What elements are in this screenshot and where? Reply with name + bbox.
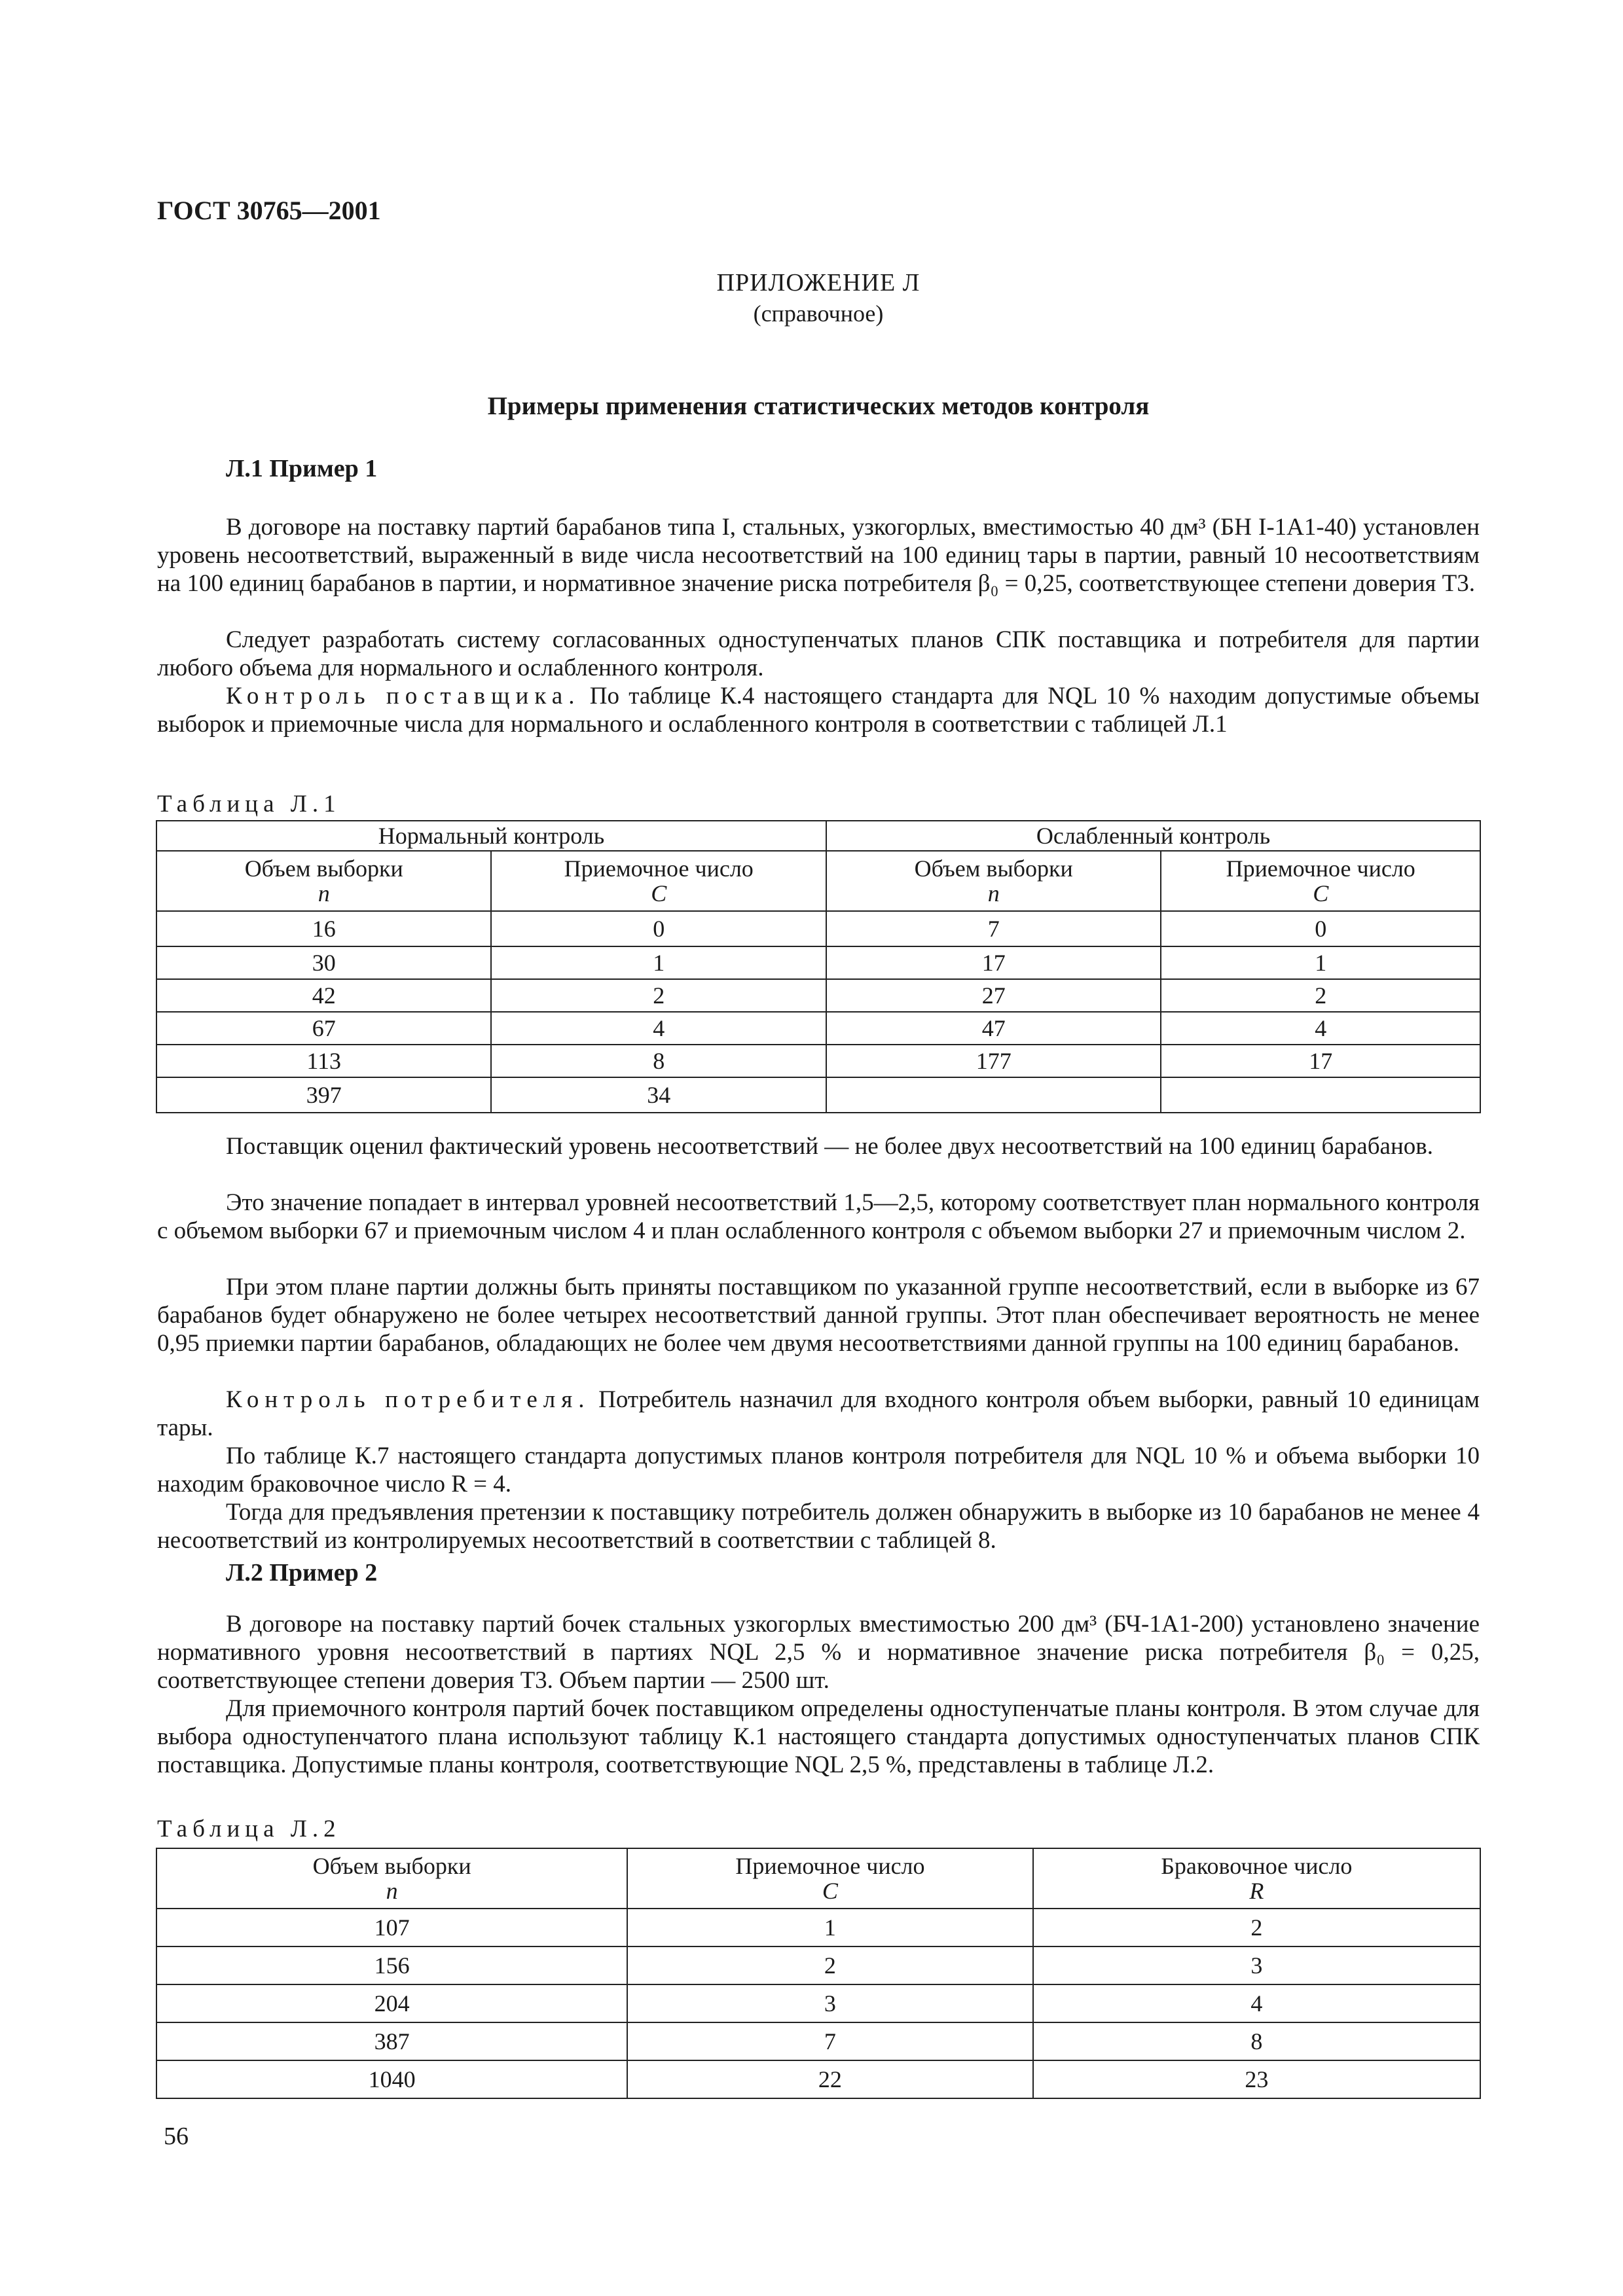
table-cell: 0 [1161, 911, 1480, 946]
table-l1-header-sample-normal: Объем выборки n [156, 851, 491, 911]
table-l1-header-reduced: Ослабленный контроль [826, 821, 1480, 851]
table-cell [826, 1077, 1161, 1113]
table-cell: 16 [156, 911, 491, 946]
table-row [156, 1909, 1480, 1946]
table-cell: 8 [491, 1045, 826, 1077]
table-cell: 3 [1033, 1946, 1480, 1984]
table-cell: 397 [156, 1077, 491, 1113]
table-cell: 113 [156, 1045, 491, 1077]
table-cell [1161, 1077, 1480, 1113]
table-cell: 17 [1161, 1045, 1480, 1077]
table-cell: 156 [156, 1946, 627, 1984]
table-cell: 1 [627, 1909, 1032, 1946]
table-cell: 27 [826, 979, 1161, 1012]
table-cell: 2 [627, 1946, 1032, 1984]
table-cell: 177 [826, 1045, 1161, 1077]
table-row [156, 2022, 1480, 2060]
table-l1-header-accept-reduced: Приемочное число C [1161, 851, 1480, 911]
table-cell: 1 [491, 946, 826, 979]
table-l1-header-sample-reduced: Объем выборки n [826, 851, 1161, 911]
example1-paragraph-8: По таблице К.7 настоящего стандарта допустимых планов контроля потребителя для NQL 10 % и объема выборки 10 находим браковочное число R = 4. [157, 1443, 1480, 1498]
table-cell: 4 [1161, 1012, 1480, 1045]
table-cell: 204 [156, 1984, 627, 2022]
table-row [156, 1045, 1480, 1077]
table-cell: 30 [156, 946, 491, 979]
standard-number: ГОСТ 30765—2001 [157, 196, 381, 225]
table-l1 [156, 820, 1481, 1113]
table-cell: 2 [1033, 1909, 1480, 1946]
example1-paragraph-7 [157, 1386, 1480, 1442]
table-row [156, 1012, 1480, 1045]
appendix-label: ПРИЛОЖЕНИЕ Л [716, 269, 921, 296]
example1-paragraph-4: Поставщик оценил фактический уровень несоответствий — не более двух несоответствий на 100 единиц барабанов. [226, 1133, 1433, 1160]
document-title: Примеры применения статистических методов контроля [487, 392, 1150, 420]
example1-paragraph-9: Тогда для предъявления претензии к поставщику потребитель должен обнаружить в выборке из 10 барабанов не менее 4 несоответствий из контролируемых несоответствий в соответствии с таблицей 8. [157, 1499, 1480, 1554]
example2-heading: Л.2 Пример 2 [226, 1559, 378, 1587]
table-cell: 67 [156, 1012, 491, 1045]
table-l2-header-sample: Объем выборки n [156, 1848, 627, 1909]
table-cell: 7 [826, 911, 1161, 946]
example1-paragraph-6: При этом плане партии должны быть приняты поставщиком по указанной группе несоответствий, если в выборке из 67 барабанов будет обнаружено не более четырех несоответствий данной группы. Этот план обеспечивает вероятность не менее 0,95 приемки партии барабанов, обладающих не более чем двумя несоответствиями данной группы на 100 единиц барабанов. [157, 1274, 1480, 1357]
example1-paragraph-7-text: Потребитель назначил для входного контроля объем выборки, равный 10 единицам тары. [157, 1386, 1480, 1441]
table-cell: 387 [156, 2022, 627, 2060]
table-row [156, 946, 1480, 979]
table-l1-header-normal: Нормальный контроль [156, 821, 826, 851]
table-cell: 42 [156, 979, 491, 1012]
table-l2-caption: Таблица Л.2 [157, 1816, 341, 1842]
table-l1-header-accept-normal: Приемочное число C [491, 851, 826, 911]
example1-paragraph-5: Это значение попадает в интервал уровней несоответствий 1,5—2,5, которому соответствует план нормального контроля с объемом выборки 67 и приемочным числом 4 и план ослабленного контроля с объемом выборки 27 и приемочным числом 2. [157, 1189, 1480, 1244]
table-cell: 4 [491, 1012, 826, 1045]
table-cell: 47 [826, 1012, 1161, 1045]
table-row [156, 2060, 1480, 2098]
table-cell: 34 [491, 1077, 826, 1113]
table-cell: 22 [627, 2060, 1032, 2098]
page-number: 56 [164, 2123, 189, 2150]
table-l1-caption: Таблица Л.1 [157, 791, 341, 817]
example1-paragraph-1: В договоре на поставку партий барабанов типа I, стальных, узкогорлых, вместимостью 40 дм³ (БН I-1А1-40) установлен уровень несоответствий, выраженный в виде числа несоответствий на 100 единиц тары в партии, равный 10 несоответствиям на 100 единиц барабанов в партии, и нормативное значение риска потребителя β₀ = 0,25, соответствующее степени доверия Т3. [157, 514, 1480, 597]
table-cell: 2 [491, 979, 826, 1012]
table-cell: 3 [627, 1984, 1032, 2022]
example2-paragraph-2: Для приемочного контроля партий бочек поставщиком определены одноступенчатые планы контроля. В этом случае для выбора одноступенчатого плана используют таблицу К.1 настоящего стандарта допустимых одноступенчатых планов СПК поставщика. Допустимые планы контроля, соответствующие NQL 2,5 %, представлены в таблице Л.2. [157, 1695, 1480, 1778]
table-cell: 0 [491, 911, 826, 946]
table-cell: 4 [1033, 1984, 1480, 2022]
example1-heading: Л.1 Пример 1 [226, 455, 378, 482]
consumer-control-label: Контроль потребителя. [226, 1386, 591, 1413]
example1-paragraph-3 [157, 682, 1480, 738]
table-cell: 23 [1033, 2060, 1480, 2098]
table-row [156, 1946, 1480, 1984]
table-cell: 7 [627, 2022, 1032, 2060]
table-cell: 1 [1161, 946, 1480, 979]
example1-paragraph-2: Следует разработать систему согласованных одноступенчатых планов СПК поставщика и потребителя для партии любого объема для нормального и ослабленного контроля. [157, 626, 1480, 681]
table-row [156, 1984, 1480, 2022]
supplier-control-label: Контроль поставщика. [226, 683, 581, 709]
table-cell: 1040 [156, 2060, 627, 2098]
table-cell: 8 [1033, 2022, 1480, 2060]
table-cell: 17 [826, 946, 1161, 979]
table-row [156, 1077, 1480, 1113]
table-row [156, 979, 1480, 1012]
table-cell: 2 [1161, 979, 1480, 1012]
table-l2-header-accept: Приемочное число C [627, 1848, 1032, 1909]
example2-paragraph-1: В договоре на поставку партий бочек стальных узкогорлых вместимостью 200 дм³ (БЧ-1А1-200) установлено значение нормативного уровня несоответствий в партиях NQL 2,5 % и нормативное значение риска потребителя β₀ = 0,25, соответствующее степени доверия Т3. Объем партии — 2500 шт. [157, 1611, 1480, 1694]
appendix-note: (справочное) [753, 300, 884, 327]
table-cell: 107 [156, 1909, 627, 1946]
example1-paragraph-3-text: По таблице К.4 настоящего стандарта для NQL 10 % находим допустимые объемы выборок и приемочные числа для нормального и ослабленного контроля в соответствии с таблицей Л.1 [157, 683, 1480, 738]
table-l2-header-reject: Браковочное число R [1033, 1848, 1480, 1909]
table-l2 [156, 1848, 1481, 2099]
table-row [156, 911, 1480, 946]
